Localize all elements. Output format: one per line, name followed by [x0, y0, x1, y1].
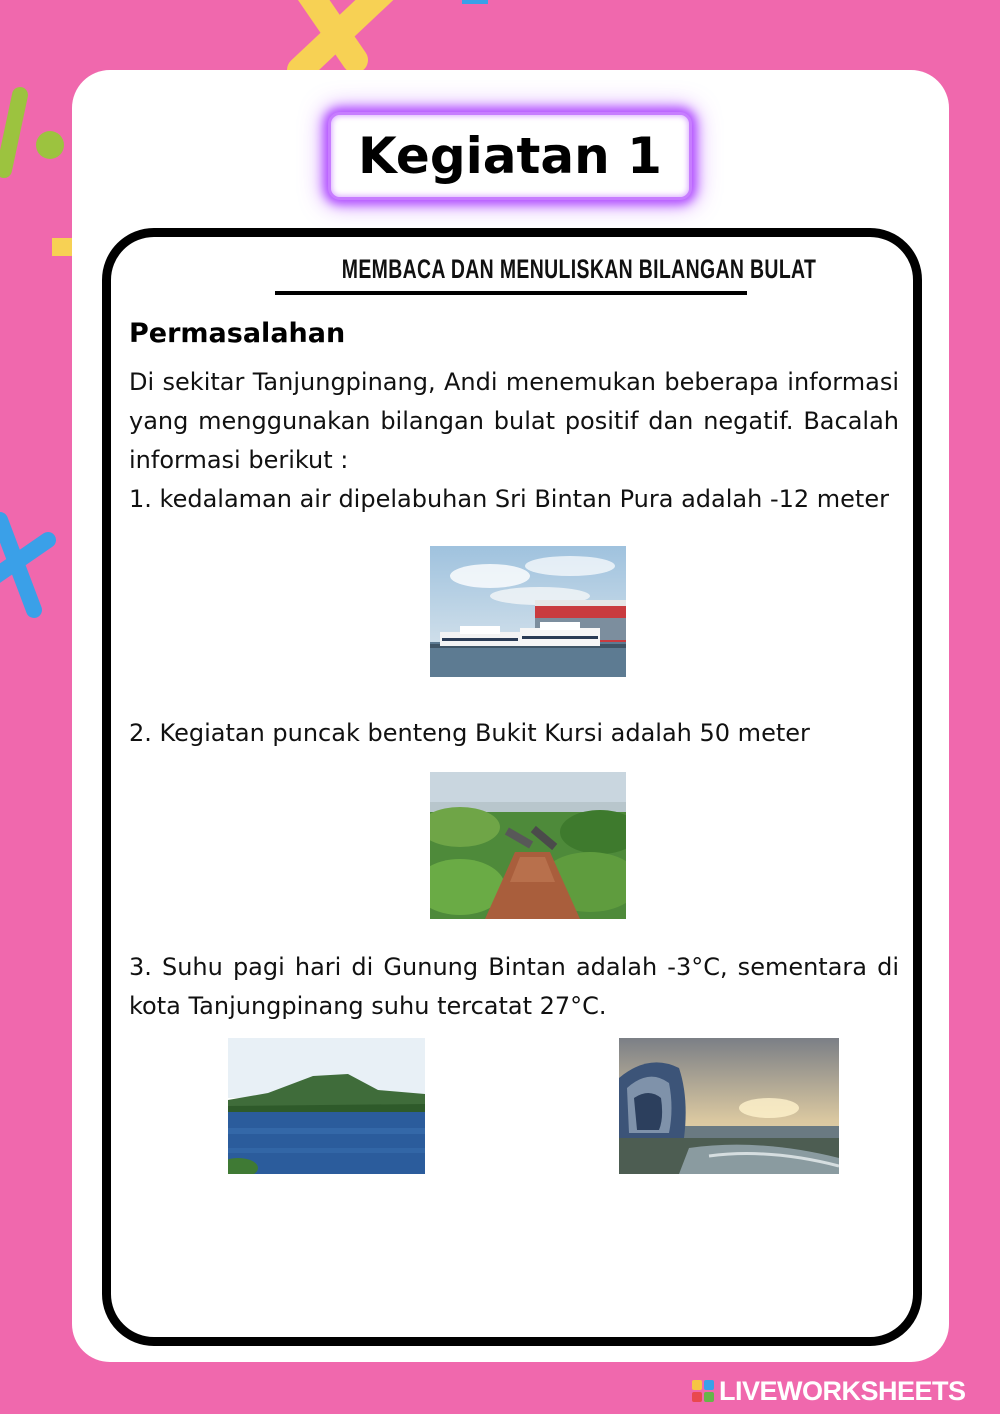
harbor-photo — [430, 546, 626, 677]
section-subtitle: MEMBACA DAN MENULISKAN BILANGAN BULAT — [341, 254, 817, 284]
list-item-2: 2. Kegiatan puncak benteng Bukit Kursi adalah 50 meter — [129, 719, 810, 747]
blue-shape — [462, 0, 488, 4]
title-box — [328, 112, 692, 200]
logo-text: LIVEWORKSHEETS — [719, 1375, 966, 1406]
yellow-x-shape — [300, 0, 385, 70]
list-item-3: 3. Suhu pagi hari di Gunung Bintan adalah -3°C, sementara di kota Tanjungpinang suhu tercatat 27°C. — [129, 953, 899, 1020]
green-slash-shape — [4, 95, 20, 170]
logo-mark-icon — [692, 1380, 714, 1402]
intro-paragraph: Di sekitar Tanjungpinang, Andi menemukan beberapa informasi yang menggunakan bilangan bulat positif dan negatif. Bacalah informasi berikut : — [129, 368, 899, 474]
green-dot-shape — [36, 131, 64, 159]
subtitle-underline — [275, 291, 747, 295]
city-waterfront-photo — [619, 1038, 839, 1174]
yellow-dash-shape — [52, 238, 72, 256]
mountain-lake-photo — [228, 1038, 425, 1174]
section-heading: Permasalahan — [129, 318, 346, 349]
liveworksheets-logo — [692, 1375, 966, 1406]
blue-x-shape — [0, 520, 48, 610]
page-title: Kegiatan 1 — [358, 127, 662, 185]
list-item-1: 1. kedalaman air dipelabuhan Sri Bintan Pura adalah -12 meter — [129, 485, 889, 513]
fort-photo — [430, 772, 626, 919]
